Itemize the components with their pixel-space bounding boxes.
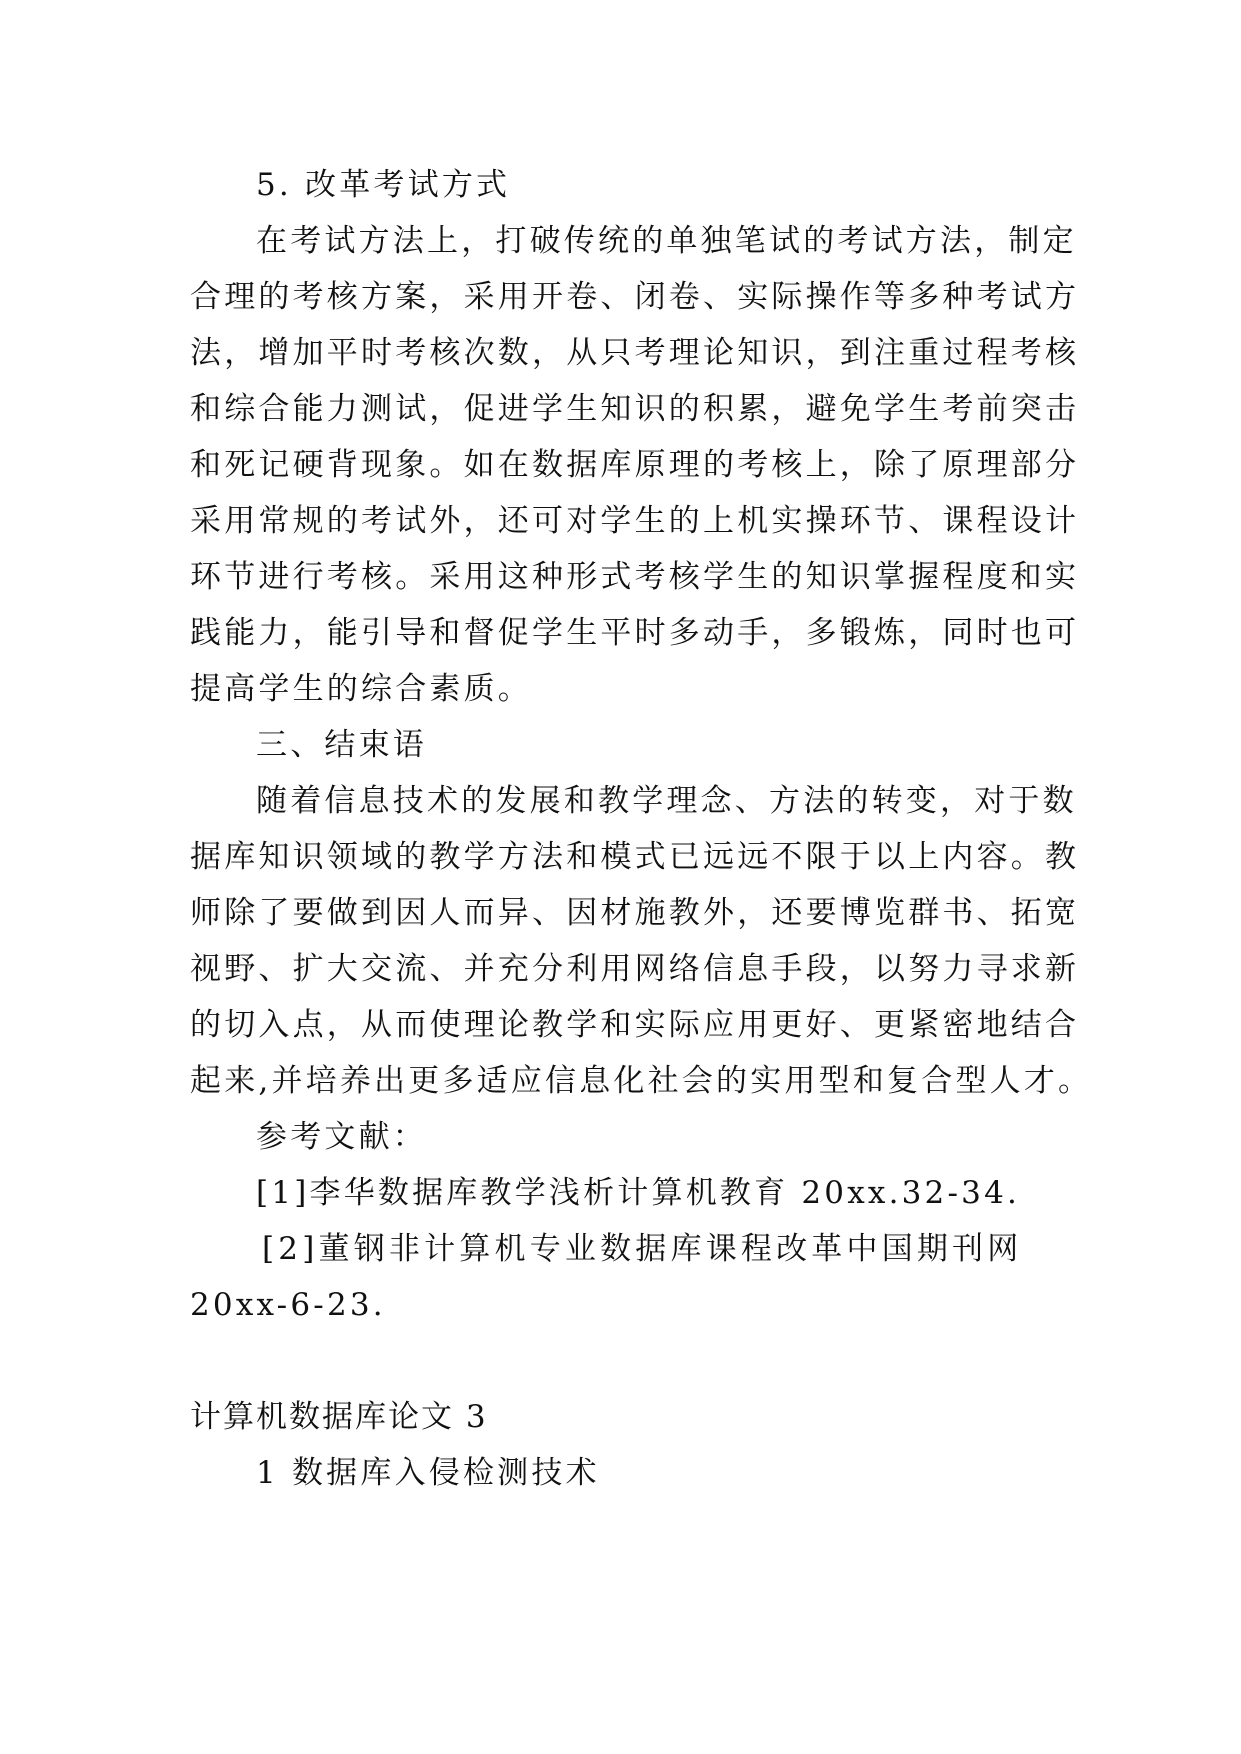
reference-item: [1]李华数据库教学浅析计算机教育 20xx.32-34. xyxy=(256,1175,1021,1211)
paragraph-line: 随着信息技术的发展和教学理念、方法的转变，对于数 xyxy=(256,783,1077,819)
article-title: 计算机数据库论文 3 xyxy=(190,1399,488,1435)
paragraph-line: 在考试方法上，打破传统的单独笔试的考试方法，制定 xyxy=(256,223,1077,259)
paragraph-line: 合理的考核方案，采用开卷、闭卷、实际操作等多种考试方 xyxy=(190,279,1080,315)
paragraph-line: 和综合能力测试，促进学生知识的积累，避免学生考前突击 xyxy=(190,391,1080,427)
paragraph-line: 的切入点，从而使理论教学和实际应用更好、更紧密地结合 xyxy=(190,1007,1080,1043)
reference-item: [2]董钢非计算机专业数据库课程改革中国期刊网 xyxy=(262,1231,1023,1267)
paragraph-line: 据库知识领域的教学方法和模式已远远不限于以上内容。教 xyxy=(190,839,1080,875)
paragraph-line: 法，增加平时考核次数，从只考理论知识，到注重过程考核 xyxy=(190,335,1080,371)
paragraph-line: 视野、扩大交流、并充分利用网络信息手段，以努力寻求新 xyxy=(190,951,1080,987)
paragraph-line: 师除了要做到因人而异、因材施教外，还要博览群书、拓宽 xyxy=(190,895,1080,931)
section-heading: 5. 改革考试方式 xyxy=(256,167,511,203)
paragraph-line: 采用常规的考试外，还可对学生的上机实操环节、课程设计 xyxy=(190,503,1080,539)
paragraph-line: 提高学生的综合素质。 xyxy=(190,671,532,707)
section-heading: 1 数据库入侵检测技术 xyxy=(256,1455,600,1491)
references-heading: 参考文献： xyxy=(256,1119,427,1155)
reference-item-continuation: 20xx-6-23. xyxy=(190,1287,386,1323)
paragraph-line: 践能力，能引导和督促学生平时多动手，多锻炼，同时也可 xyxy=(190,615,1080,651)
paragraph-line: 和死记硬背现象。如在数据库原理的考核上，除了原理部分 xyxy=(190,447,1080,483)
section-heading: 三、结束语 xyxy=(256,727,427,763)
paragraph-line: 环节进行考核。采用这种形式考核学生的知识掌握程度和实 xyxy=(190,559,1080,595)
paragraph-line: 起来,并培养出更多适应信息化社会的实用型和复合型人才。 xyxy=(190,1063,1093,1099)
